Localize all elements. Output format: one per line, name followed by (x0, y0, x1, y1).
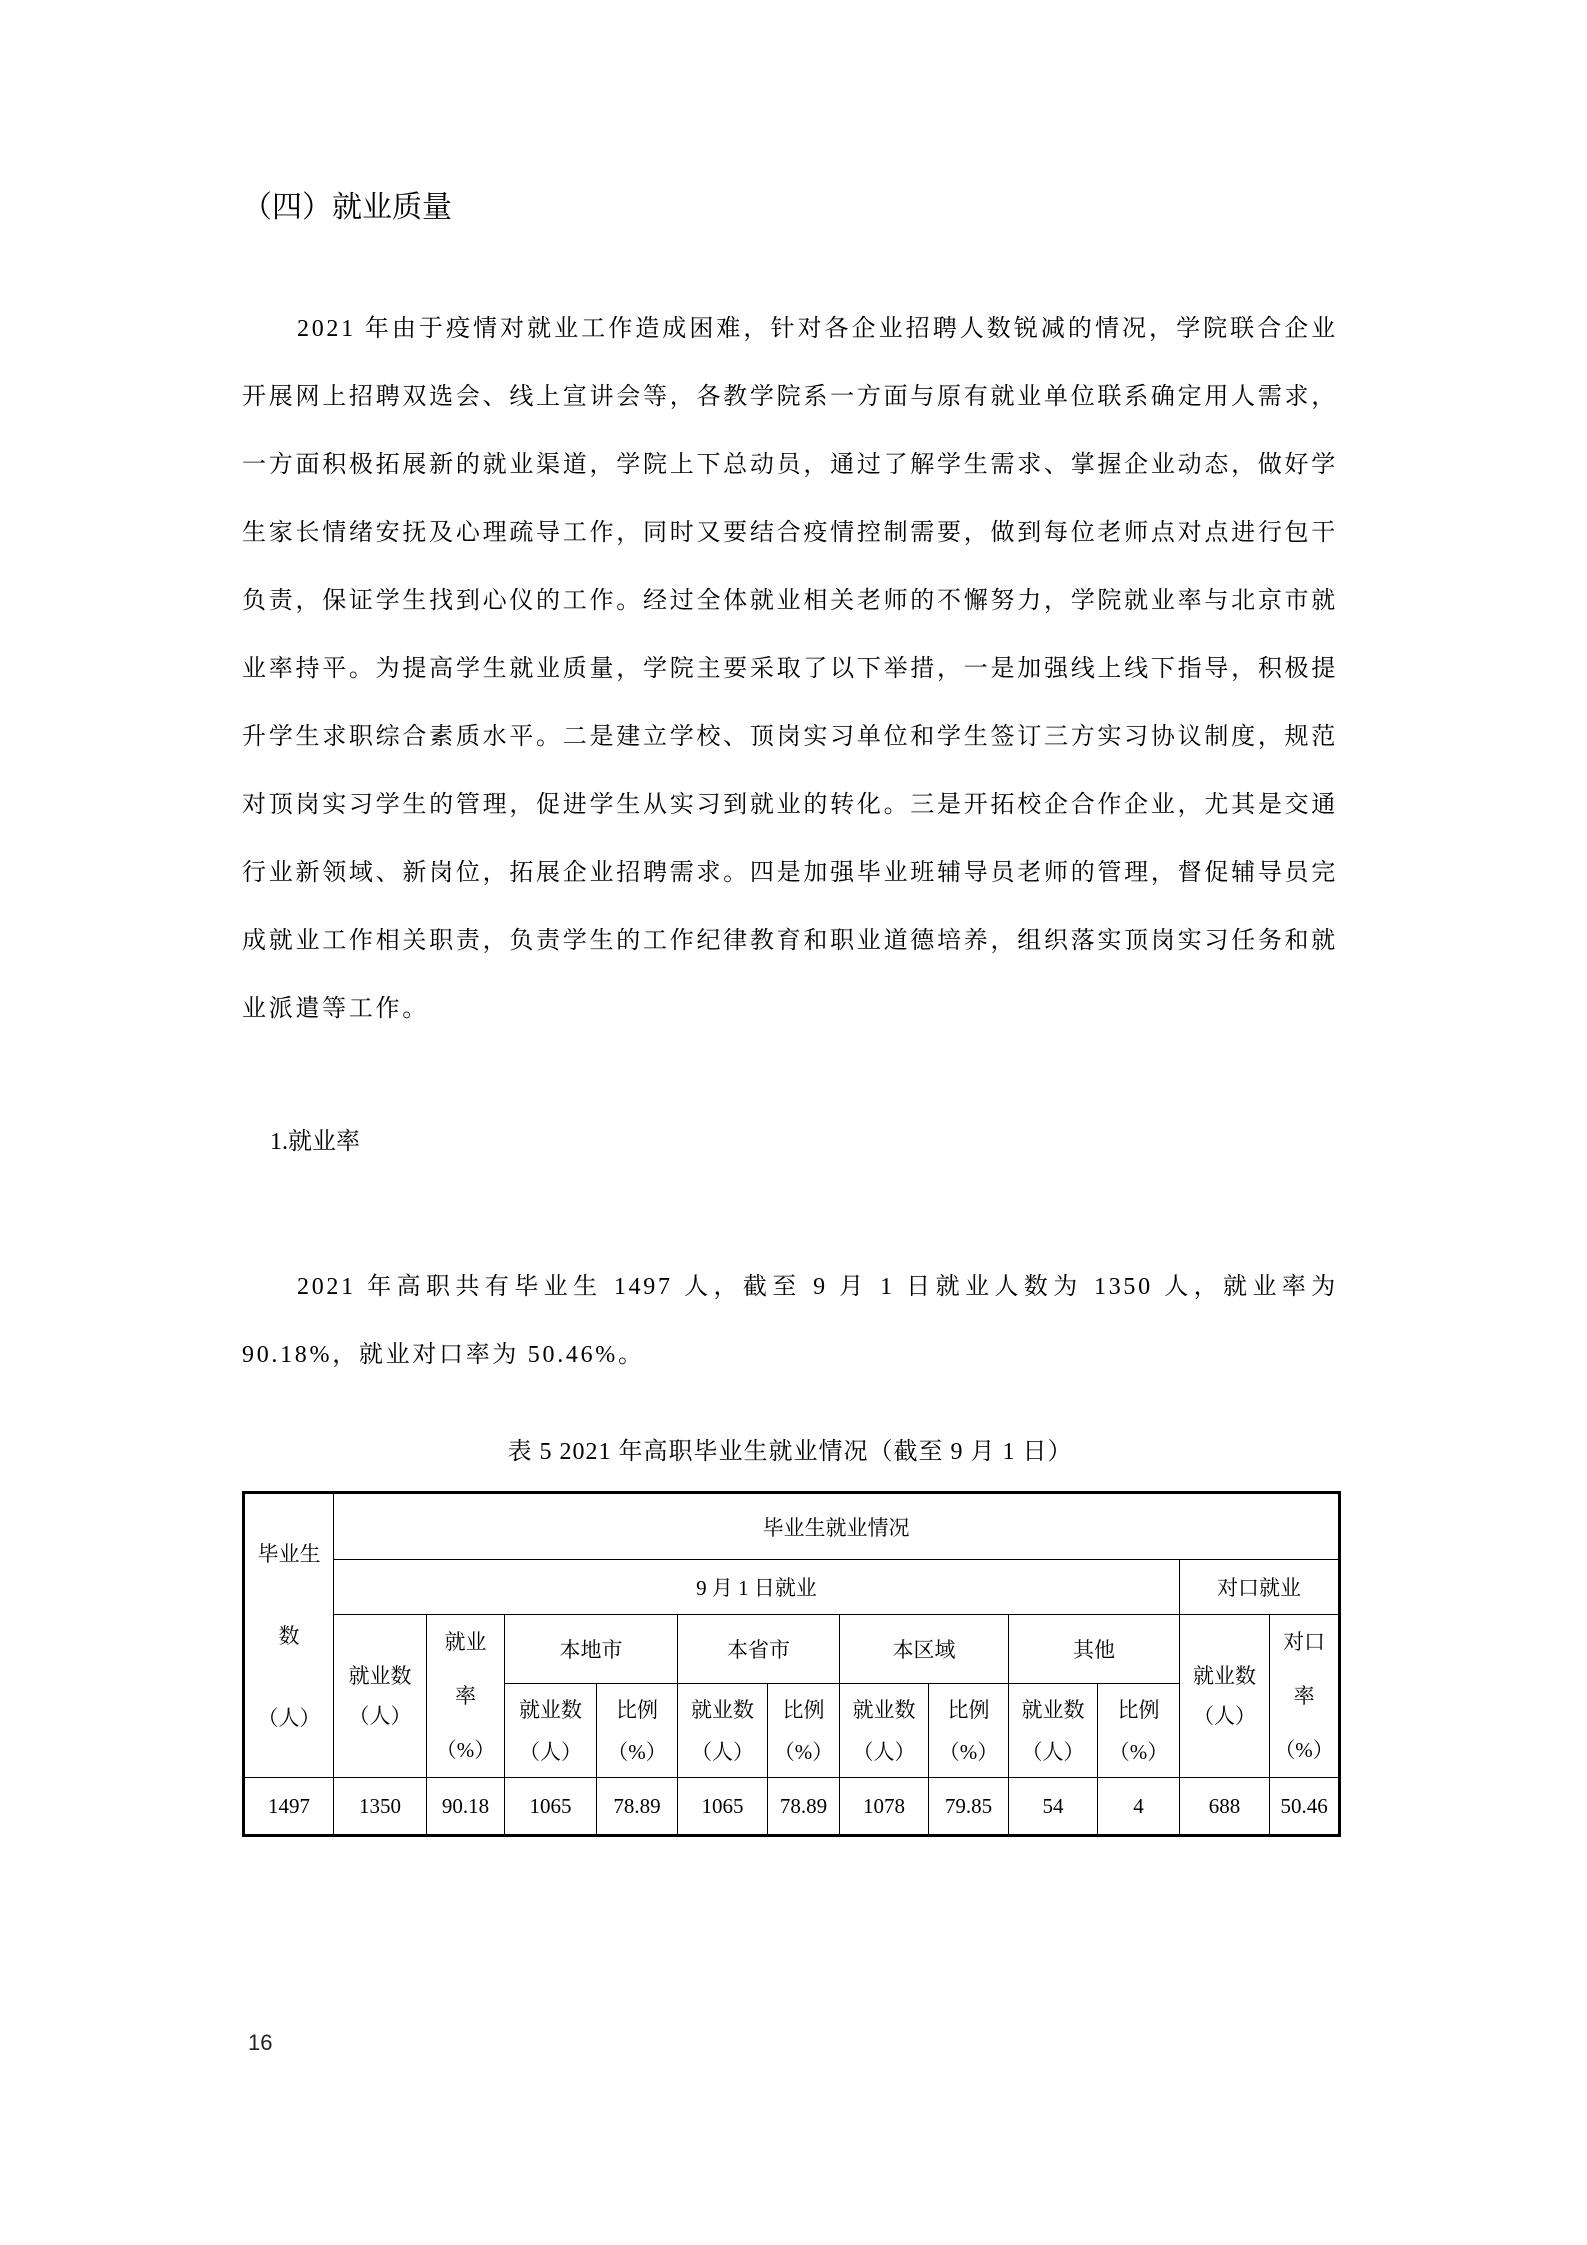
header-line: （%） (1274, 1738, 1334, 1762)
header-region-province: 本省市 (678, 1615, 840, 1684)
header-line: 毕业生 (257, 1541, 321, 1566)
header-line: 比例 (616, 1697, 658, 1722)
header-matched-count (1180, 1615, 1270, 1778)
header-line: 就业数 (1193, 1664, 1256, 1688)
header-region-other: 其他 (1009, 1615, 1180, 1684)
header-line: （%） (938, 1739, 999, 1764)
cell-employment-rate: 90.18 (427, 1778, 505, 1836)
cell-local-city-ratio: 78.89 (597, 1778, 678, 1836)
header-line: （人） (852, 1739, 916, 1764)
cell-matched-count: 688 (1180, 1778, 1270, 1836)
page-content (242, 0, 1338, 1837)
header-line: （人） (519, 1739, 582, 1764)
cell-area-count: 1078 (840, 1778, 929, 1836)
subheader-ratio-other (1098, 1684, 1180, 1778)
header-line: （%） (1108, 1739, 1169, 1764)
cell-province-count: 1065 (678, 1778, 768, 1836)
header-line: 率 (455, 1684, 476, 1708)
subheader-count-province (678, 1684, 768, 1778)
paragraph-employment-stats: 2021 年高职共有毕业生 1497 人，截至 9 月 1 日就业人数为 1350 人，就业率为 90.18%，就业对口率为 50.46%。 (242, 1274, 1338, 1368)
header-employment-rate (427, 1615, 505, 1778)
table-header-row-2 (244, 1560, 1340, 1615)
table-caption: 表 5 2021 年高职毕业生就业情况（截至 9 月 1 日） (507, 1439, 1073, 1465)
header-line: 比例 (947, 1697, 990, 1722)
header-line: 数 (278, 1623, 300, 1648)
header-region-area: 本区域 (840, 1615, 1009, 1684)
table-header-row-1 (244, 1493, 1340, 1560)
header-line: 就业数 (348, 1664, 412, 1688)
header-line: （%） (773, 1739, 834, 1764)
cell-matched-rate: 50.46 (1270, 1778, 1340, 1836)
header-line: 率 (1293, 1684, 1315, 1708)
header-line: （%） (607, 1739, 667, 1764)
table-data-row (244, 1778, 1340, 1836)
paragraph-employment-measures: 2021 年由于疫情对就业工作造成困难，针对各企业招聘人数锐减的情况，学院联合企业开展网上招聘双选会、线上宣讲会等，各教学院系一方面与原有就业单位联系确定用人需求，一方面积极拓展新的就业渠道，学院上下总动员，通过了解学生需求、掌握企业动态，做好学生家长情绪安抚及心理疏导工作，同时又要结合疫情控制需要，做到每位老师点对点进行包干负责，保证学生找到心仪的工作。经过全体就业相关老师的不懈努力，学院就业率与北京市就业率持平。为提高学生就业质量，学院主要采取了以下举措，一是加强线上线下指导，积极提升学生求职综合素质水平。二是建立学校、顶岗实习单位和学生签订三方实习协议制度，规范对顶岗实习学生的管理，促进学生从实习到就业的转化。三是开拓校企合作企业，尤其是交通行业新领域、新岗位，拓展企业招聘需求。四是加强毕业班辅导员老师的管理，督促辅导员完成就业工作相关职责，负责学生的工作纪律教育和职业道德培养，组织落实顶岗实习任务和就业派遣等工作。 (242, 316, 1338, 1022)
section-heading: （四）就业质量 (242, 191, 452, 224)
header-line: 比例 (782, 1697, 825, 1722)
header-line: 就业 (444, 1630, 487, 1654)
cell-local-city-count: 1065 (505, 1778, 597, 1836)
cell-other-count: 54 (1009, 1778, 1098, 1836)
header-line: 就业数 (852, 1697, 916, 1722)
subheader-count-area (840, 1684, 929, 1778)
header-matched-rate (1270, 1615, 1340, 1778)
header-line: 对口 (1283, 1630, 1326, 1654)
header-matched-employment: 对口就业 (1180, 1560, 1340, 1615)
header-line: （人） (348, 1704, 412, 1728)
subheader-ratio-province (768, 1684, 840, 1778)
header-region-local-city: 本地市 (505, 1615, 678, 1684)
header-line: 比例 (1117, 1697, 1160, 1722)
header-line: 就业数 (1021, 1697, 1085, 1722)
subheader-ratio-local-city (597, 1684, 678, 1778)
subheader-ratio-area (929, 1684, 1009, 1778)
header-line: 就业数 (519, 1697, 582, 1722)
cell-other-ratio: 4 (1098, 1778, 1180, 1836)
subsection-title-employment-rate: 1.就业率 (270, 1129, 360, 1155)
subheader-count-local-city (505, 1684, 597, 1778)
header-employed-count (334, 1615, 427, 1778)
header-employment-situation: 毕业生就业情况 (334, 1493, 1340, 1560)
header-line: （人） (1193, 1704, 1256, 1728)
cell-employed-count: 1350 (334, 1778, 427, 1836)
header-line: （人） (691, 1739, 754, 1764)
cell-province-ratio: 78.89 (768, 1778, 840, 1836)
cell-graduate-count: 1497 (244, 1778, 334, 1836)
header-line: （%） (435, 1738, 496, 1762)
employment-table (242, 1491, 1341, 1837)
table-header-row-3 (244, 1615, 1340, 1684)
subheader-count-other (1009, 1684, 1098, 1778)
header-line: （人） (1021, 1739, 1085, 1764)
cell-area-ratio: 79.85 (929, 1778, 1009, 1836)
header-sep1-employment: 9 月 1 日就业 (334, 1560, 1180, 1615)
header-line: 就业数 (691, 1697, 754, 1722)
header-line: （人） (257, 1705, 321, 1730)
page-number: 16 (248, 2030, 273, 2055)
header-graduate-count (244, 1493, 334, 1778)
